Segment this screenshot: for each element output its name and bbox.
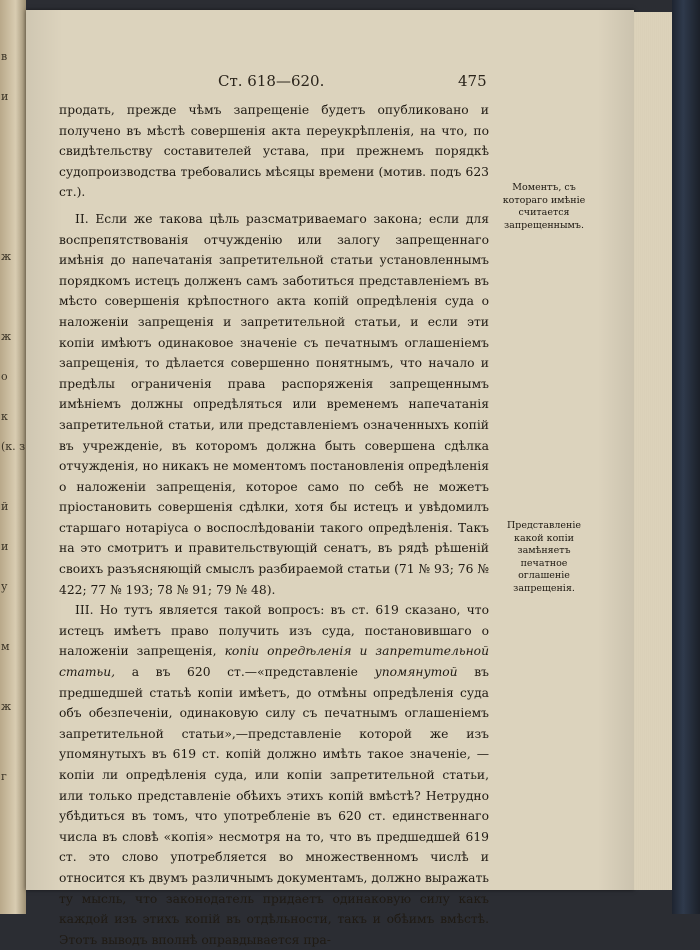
left-page-text: м <box>1 640 10 653</box>
left-page-text: ж <box>1 330 12 343</box>
paragraph-ii: II. Если же такова цѣль разсматриваемаго закона; если для воспрепятствованія отчужденію или залогу запрещеннаго имѣнія до напечатанія запретительной статьи установленнымъ порядкомъ истецъ долженъ самъ заботиться представленіемъ въ мѣсто совершенія крѣпостного акта копій опредѣленія суда о наложеніи запрещенія и запретительной статьи, и если эти копіи имѣютъ одинаковое значеніе съ печатнымъ оглашеніемъ запрещенія, то дѣлается совершенно понятнымъ, что начало и предѣлы ограниченія права распоряженія запрещеннымъ имѣніемъ должны опредѣляться или временемъ напечатанія запретительной статьи, или представленіемъ означенныхъ копій въ учрежденіе, въ которомъ должна быть совершена сдѣлка отчужденія, но никакъ не моментомъ постановленія опредѣленія о наложеніи запрещенія, которое само по себѣ не можетъ пріостановить совершенія сдѣлки, хотя бы истецъ и увѣдомилъ старшаго нотаріуса о воспослѣдованіи такого опредѣленія. Такъ на это смотритъ и правительствующій сенатъ, въ рядѣ рѣшеній своихъ разъясняющій смыслъ разбираемой статьи (71 № 93; 76 № 422; 77 № 193; 78 № 91; 79 № 48). <box>59 211 489 597</box>
paragraph-iii-text: а въ 620 ст.—«представленіе <box>115 665 375 680</box>
left-page-text: о <box>1 370 8 383</box>
left-page-text: и <box>1 540 9 553</box>
header-title: Ст. 618—620. <box>218 72 325 90</box>
left-page-fragment <box>0 0 26 914</box>
paragraph-continuation: продать, прежде чѣмъ запрещеніе будетъ опубликовано и получено въ мѣстѣ совершенія акта переукрѣпленія, на что, по свидѣтельству составителей устава, при прежнемъ порядкѣ судопроизводства требовались мѣсяцы времени (мотив. подъ 623 ст.). <box>59 103 489 200</box>
margin-note: Моментъ, съ котораго имѣніе считается запрещеннымъ. <box>502 182 586 231</box>
paragraph-iii-text: въ предшедшей статьѣ копіи имѣетъ, до отмѣны опредѣленія суда объ обезпеченіи, одинаковую силу съ печатнымъ оглашеніемъ запретительной статьи»,—представленіе которой же изъ упомянутыхъ въ 619 ст. копій должно имѣть такое значеніе, — копіи ли опредѣленія суда, или копіи запретительной статьи, или только представленіе обѣихъ этихъ копій вмѣстѣ? Нетрудно убѣдиться въ томъ, что употребленіе въ 620 ст. единственнаго числа въ словѣ «копія» несмотря на то, что въ предшедшей 619 ст. это слово употребляется во множественномъ числѣ и относится къ двумъ различнымъ документамъ, должно выражать ту мысль, что законодатель придаетъ одинаковую силу какъ каждой изъ этихъ копій въ отдѣльности, такъ и обѣимъ вмѣстѣ. Этотъ выводъ вполнѣ оправдывается пра- <box>59 665 489 947</box>
book-page <box>26 10 634 947</box>
left-page-text: (к. з <box>1 440 26 453</box>
paragraph-iii-text: III. Но тутъ является такой вопросъ: въ ст. 619 сказано, что истецъ имѣетъ право получить изъ суда, постановившаго о наложеніи запрещенія, <box>59 603 489 659</box>
left-page-text: ж <box>1 250 12 263</box>
page-edges <box>634 12 672 890</box>
left-page-text: и <box>1 90 9 103</box>
italic-word: упомянутой <box>374 665 458 680</box>
italic-phrase: копіи опредѣленія и запретительной статьи, <box>59 644 489 680</box>
running-header <box>26 72 634 92</box>
paragraph-iii <box>59 600 489 950</box>
left-page-text: в <box>1 50 8 63</box>
book-cover <box>672 0 700 914</box>
body-text <box>59 100 489 950</box>
left-page-text: г <box>1 770 7 783</box>
margin-note: Представленіе какой копіи замѣняетъ печатное оглашеніе запрещенія. <box>506 520 582 594</box>
page-number: 475 <box>458 72 487 90</box>
left-page-text: у <box>1 580 8 593</box>
left-page-text: к <box>1 410 8 423</box>
left-page-text: ж <box>1 700 12 713</box>
left-page-text: й <box>1 500 9 513</box>
